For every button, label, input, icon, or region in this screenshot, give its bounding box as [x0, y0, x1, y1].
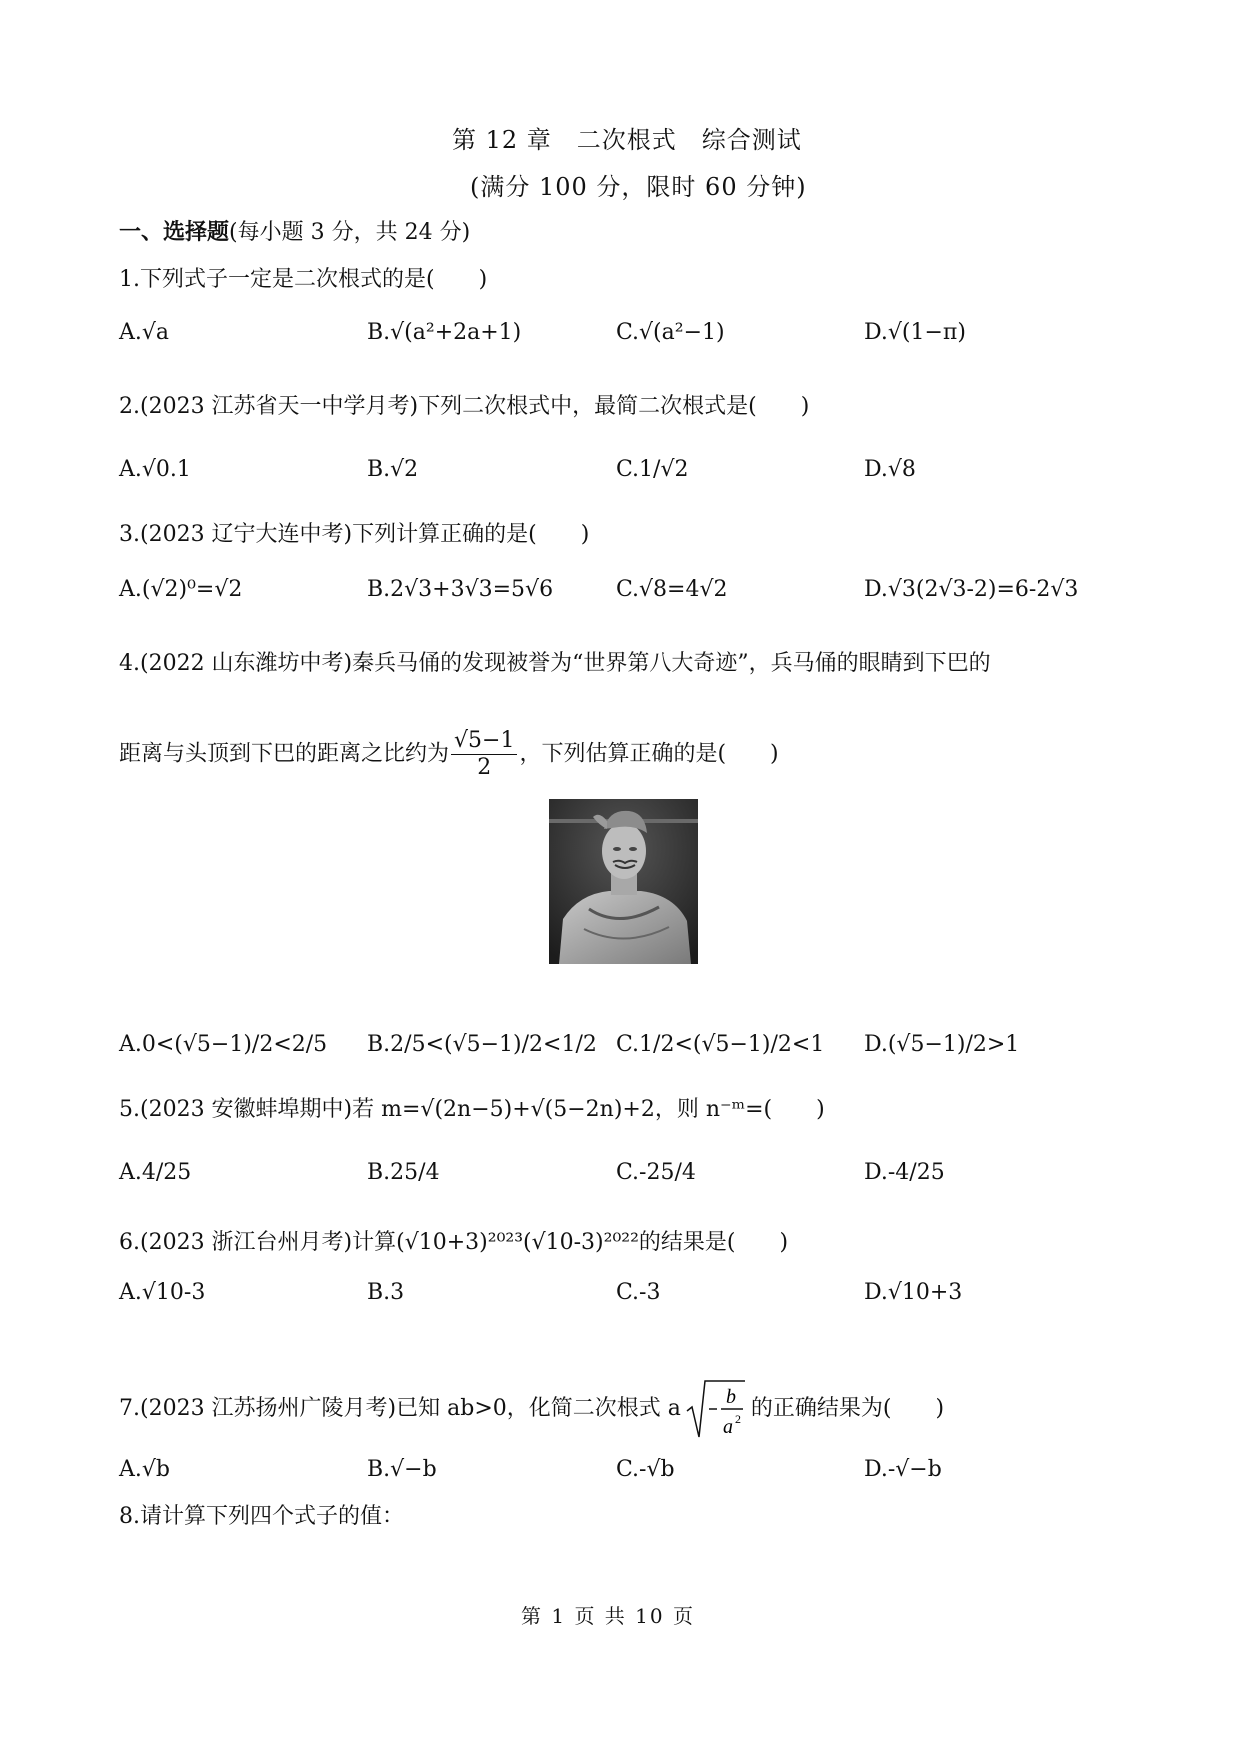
svg-text:b: b — [725, 1386, 736, 1408]
q2-option-a: A.√0.1 — [119, 457, 191, 482]
question-1-stem: 1.下列式子一定是二次根式的是( ) — [119, 267, 488, 292]
question-5-stem: 5.(2023 安徽蚌埠期中)若 m=√(2n−5)+√(5−2n)+2，则 n⁻ᵐ=( ) — [119, 1097, 825, 1122]
q3-option-c: C.√8=4√2 — [616, 577, 728, 602]
q6-option-d: D.√10+3 — [864, 1280, 963, 1305]
q4-stem-pre: 距离与头顶到下巴的距离之比约为 — [119, 741, 450, 767]
q7-option-c: C.-√b — [616, 1457, 675, 1482]
q7-option-b: B.√−b — [367, 1457, 437, 1482]
question-4-stem-line1: 4.(2022 山东潍坊中考)秦兵马俑的发现被誉为“世界第八大奇迹”，兵马俑的眼睛到下巴的 — [119, 651, 991, 676]
q3-option-a: A.(√2)⁰=√2 — [119, 577, 243, 602]
q1-option-b: B.√(a²+2a+1) — [367, 320, 522, 345]
q1-option-a: A.√a — [119, 320, 170, 345]
terracotta-warrior-photo — [549, 799, 698, 964]
q4-fraction — [451, 728, 517, 781]
q7-stem-post: 的正确结果为( ) — [750, 1396, 945, 1421]
question-4-stem-line2 — [119, 728, 779, 781]
q1-option-c: C.√(a²−1) — [616, 320, 725, 345]
section-heading — [119, 217, 470, 248]
q5-option-d: D.-4/25 — [864, 1160, 945, 1185]
q2-option-d: D.√8 — [864, 457, 916, 482]
section-note: (每小题 3 分，共 24 分) — [229, 220, 471, 245]
q7-option-d: D.-√−b — [864, 1457, 942, 1482]
svg-text:a: a — [722, 1416, 733, 1438]
q6-option-b: B.3 — [367, 1280, 405, 1305]
q6-option-a: A.√10-3 — [119, 1280, 206, 1305]
q7-stem-pre: 7.(2023 江苏扬州广陵月考)已知 ab>0，化简二次根式 a — [119, 1396, 681, 1421]
q3-option-b: B.2√3+3√3=5√6 — [367, 577, 554, 602]
q4-stem-post: ，下列估算正确的是( ) — [519, 741, 779, 767]
q4-option-b: B.2/5<(√5−1)/2<1/2 — [367, 1032, 597, 1057]
section-label: 一、选择题 — [119, 219, 230, 245]
page-subtitle: (满分 100 分，限时 60 分钟) — [470, 173, 807, 201]
q4-fraction-denominator: 2 — [477, 755, 492, 780]
q3-option-d: D.√3(2√3-2)=6-2√3 — [864, 577, 1079, 602]
page-footer: 第 1 页 共 10 页 — [521, 1604, 695, 1628]
q2-option-c: C.1/√2 — [616, 457, 689, 482]
q4-option-c: C.1/2<(√5−1)/2<1 — [616, 1032, 825, 1057]
question-8-stem: 8.请计算下列四个式子的值： — [119, 1504, 404, 1529]
q7-option-a: A.√b — [119, 1457, 170, 1482]
q4-option-d: D.(√5−1)/2>1 — [864, 1032, 1020, 1057]
q7-radical — [685, 1377, 747, 1441]
q5-option-b: B.25/4 — [367, 1160, 440, 1185]
q4-option-a: A.0<(√5−1)/2<2/5 — [119, 1032, 328, 1057]
question-7-stem — [119, 1377, 944, 1441]
svg-text:2: 2 — [734, 1412, 741, 1426]
q4-fraction-numerator: √5−1 — [451, 728, 517, 755]
page-title: 第 12 章 二次根式 综合测试 — [452, 126, 802, 154]
question-2-stem: 2.(2023 江苏省天一中学月考)下列二次根式中，最简二次根式是( ) — [119, 394, 810, 419]
q5-option-a: A.4/25 — [119, 1160, 192, 1185]
question-3-stem: 3.(2023 辽宁大连中考)下列计算正确的是( ) — [119, 522, 590, 547]
q1-option-d: D.√(1−π) — [864, 320, 966, 345]
q6-option-c: C.-3 — [616, 1280, 661, 1305]
question-6-stem: 6.(2023 浙江台州月考)计算(√10+3)²⁰²³(√10-3)²⁰²²的结果是( ) — [119, 1230, 789, 1255]
q5-option-c: C.-25/4 — [616, 1160, 696, 1185]
q2-option-b: B.√2 — [367, 457, 419, 482]
